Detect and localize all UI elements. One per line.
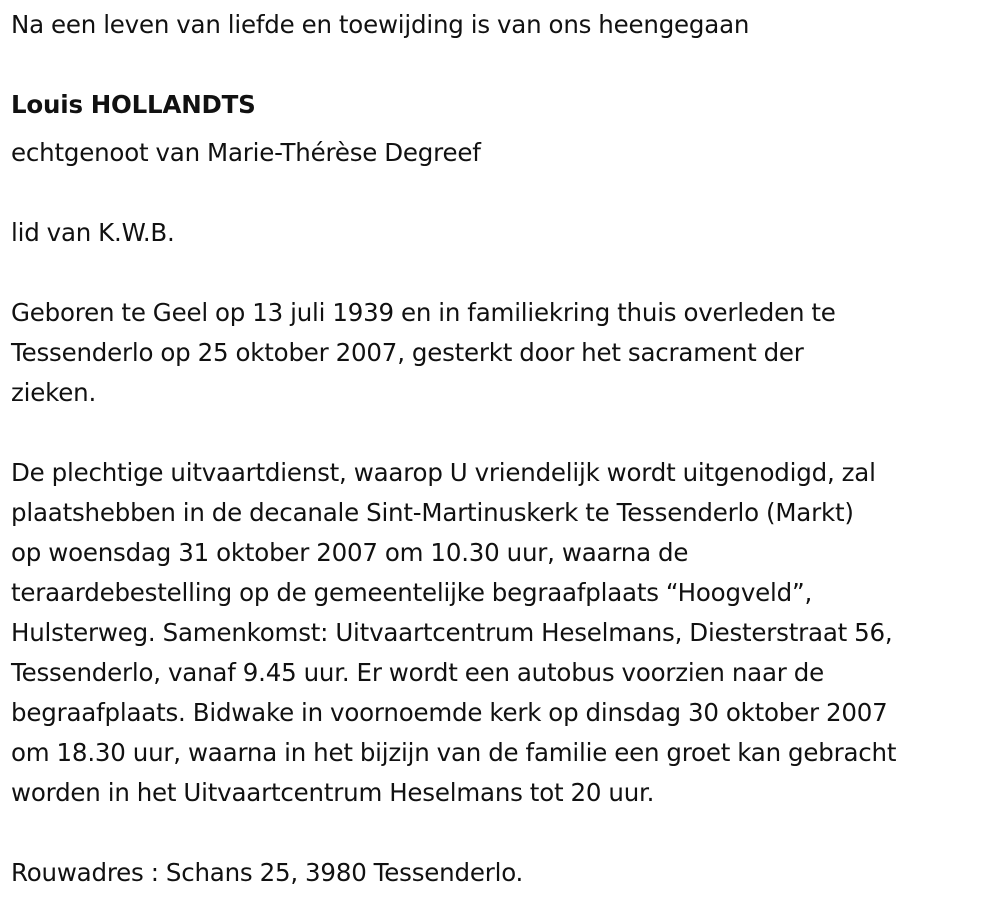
service-line: Hulsterweg. Samenkomst: Uitvaartcentrum Heselmans, Diesterstraat 56, [11,618,893,647]
intro-text: Na een leven van liefde en toewijding is van ons heengegaan [11,10,750,39]
spacer [11,253,996,293]
spacer [11,45,996,85]
spacer [11,173,996,213]
death-notice [11,5,996,893]
service-line: De plechtige uitvaartdienst, waarop U vriendelijk wordt uitgenodigd, zal [11,458,876,487]
service-line: om 18.30 uur, waarna in het bijzijn van de familie een groet kan gebracht [11,738,897,767]
birth-line: Tessenderlo op 25 oktober 2007, gesterkt door het sacrament der [11,338,804,367]
spouse-text: echtgenoot van Marie-Thérèse Degreef [11,138,481,167]
service-line: op woensdag 31 oktober 2007 om 10.30 uur, waarna de [11,538,689,567]
service-line: plaatshebben in de decanale Sint-Martinuskerk te Tessenderlo (Markt) [11,498,854,527]
spacer [11,413,996,453]
membership-text: lid van K.W.B. [11,218,175,247]
service-line: teraardebestelling op de gemeentelijke begraafplaats “Hoogveld”, [11,578,813,607]
service-line: Tessenderlo, vanaf 9.45 uur. Er wordt een autobus voorzien naar de [11,658,824,687]
deceased-name: Louis HOLLANDTS [11,90,256,119]
birth-line: Geboren te Geel op 13 juli 1939 en in familiekring thuis overleden te [11,298,836,327]
birth-line: zieken. [11,378,97,407]
service-line: worden in het Uitvaartcentrum Heselmans tot 20 uur. [11,778,655,807]
service-line: begraafplaats. Bidwake in voornoemde kerk op dinsdag 30 oktober 2007 [11,698,888,727]
mourning-address: Rouwadres : Schans 25, 3980 Tessenderlo. [11,858,524,887]
spacer [11,813,996,853]
